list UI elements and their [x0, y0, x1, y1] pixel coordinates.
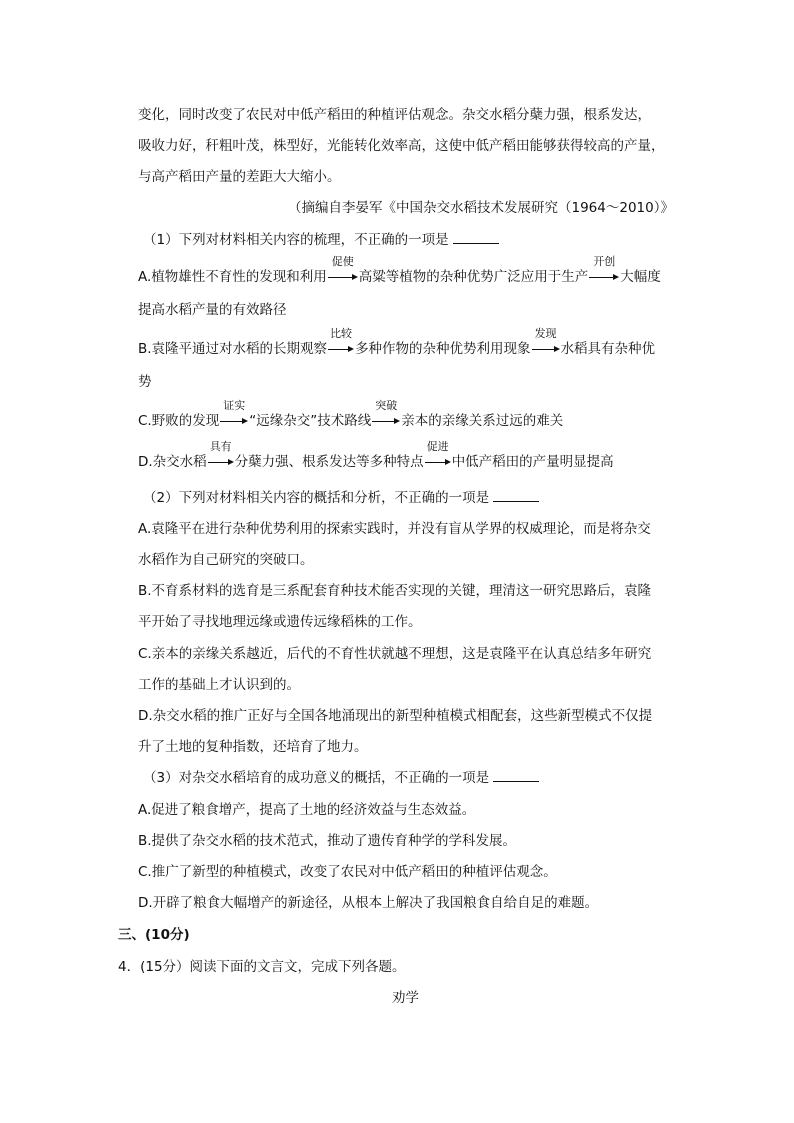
option-2a: A.袁隆平在进行杂种优势利用的探索实践时，并没有盲从学界的权威理论，而是将杂交 — [138, 521, 651, 537]
option-2c: C.亲本的亲缘关系越近，后代的不育性状就越不理想，这是袁隆平在认真总结多年研究 — [138, 646, 652, 662]
option-2d-cont: 升了土地的复种指数，还培育了地力。 — [138, 739, 368, 755]
option-text: D.杂交水稻 — [138, 454, 207, 470]
option-2b: B.不育系材料的选育是三系配套育种技术能否实现的关键，理清这一研究思路后，袁隆 — [138, 583, 652, 599]
question-2-stem — [143, 489, 539, 507]
arrow-label: 促使 — [331, 255, 354, 268]
question-2-text: （2）下列对材料相关内容的概括和分析，不正确的一项是 — [143, 490, 490, 506]
option-2d: D.杂交水稻的推广正好与全国各地涌现出的新型种植模式相配套，这些新型模式不仅提 — [138, 708, 653, 724]
arrow-icon — [328, 327, 354, 358]
option-3c: C.推广了新型的种植模式，改变了农民对中低产稻田的种植评估观念。 — [138, 864, 557, 880]
option-2b-cont: 平开始了寻找地理远缘或遗传远缘稻株的工作。 — [138, 614, 422, 630]
question-4-stem: 4．(15分）阅读下面的文言文，完成下列各题。 — [118, 959, 406, 975]
poem-title: 劝学 — [392, 990, 419, 1006]
paragraph-line: 吸收力好，秆粗叶茂，株型好，光能转化效率高，这使中低产稻田能够获得较高的产量， — [138, 138, 665, 154]
option-1a-cont: 提高水稻产量的有效路径 — [138, 302, 287, 318]
question-3-stem — [143, 769, 539, 787]
arrow-label: 突破 — [375, 399, 398, 412]
arrow-icon — [425, 440, 451, 471]
option-2c-cont: 工作的基础上才认识到的。 — [138, 677, 300, 693]
arrow-label: 具有 — [209, 440, 232, 453]
answer-blank[interactable] — [453, 231, 499, 244]
arrow-label: 开创 — [593, 255, 616, 268]
arrow-label: 发现 — [534, 327, 557, 340]
source-citation: （摘编自李晏军《中国杂交水稻技术发展研究（1964～2010）》 — [288, 200, 674, 216]
option-text: A.植物雄性不育性的发现和利用 — [138, 269, 327, 285]
option-text: 分蘖力强、根系发达等多种特点 — [234, 454, 424, 470]
answer-blank[interactable] — [493, 489, 539, 502]
arrow-icon — [208, 440, 234, 471]
option-2a-cont: 水稻作为自己研究的突破口。 — [138, 552, 314, 568]
arrow-label: 证实 — [223, 399, 246, 412]
question-1-stem — [143, 231, 499, 249]
paragraph-line: 变化，同时改变了农民对中低产稻田的种植评估观念。杂交水稻分蘖力强，根系发达， — [138, 107, 651, 123]
arrow-icon — [372, 399, 400, 430]
arrow-label: 比较 — [330, 327, 353, 340]
option-text: 大幅度 — [620, 269, 661, 285]
question-1-text: （1）下列对材料相关内容的梳理，不正确的一项是 — [143, 232, 449, 248]
paragraph-line: 与高产稻田产量的差距大大缩小。 — [138, 169, 341, 185]
option-1c — [138, 399, 564, 430]
option-text: C.野败的发现 — [138, 413, 220, 429]
arrow-icon — [532, 327, 560, 358]
arrow-icon — [589, 255, 619, 286]
option-text: 水稻具有杂种优 — [560, 341, 656, 357]
arrow-icon — [220, 399, 248, 430]
option-text: 亲本的亲缘关系过远的难关 — [401, 413, 564, 429]
option-3b: B.提供了杂交水稻的技术范式，推动了遗传育种学的学科发展。 — [138, 833, 517, 849]
option-1d — [138, 440, 614, 471]
arrow-label: 促进 — [426, 440, 449, 453]
option-text: 中低产稻田的产量明显提高 — [451, 454, 614, 470]
option-1b-cont: 势 — [138, 374, 152, 390]
option-1b — [138, 327, 656, 358]
question-3-text: （3）对杂交水稻培育的成功意义的概括，不正确的一项是 — [143, 770, 490, 786]
option-text: 多种作物的杂种优势利用现象 — [355, 341, 531, 357]
option-3d: D.开辟了粮食大幅增产的新途径，从根本上解决了我国粮食自给自足的难题。 — [138, 895, 599, 911]
answer-blank[interactable] — [493, 769, 539, 782]
option-text: “远缘杂交”技术路线 — [249, 413, 372, 429]
arrow-icon — [328, 255, 358, 286]
section-heading: 三、(10分) — [118, 927, 190, 943]
option-3a: A.促进了粮食增产，提高了土地的经济效益与生态效益。 — [138, 802, 476, 818]
option-text: 高粱等植物的杂种优势广泛应用于生产 — [358, 269, 589, 285]
option-text: B.袁隆平通过对水稻的长期观察 — [138, 341, 328, 357]
option-1a — [138, 255, 661, 286]
